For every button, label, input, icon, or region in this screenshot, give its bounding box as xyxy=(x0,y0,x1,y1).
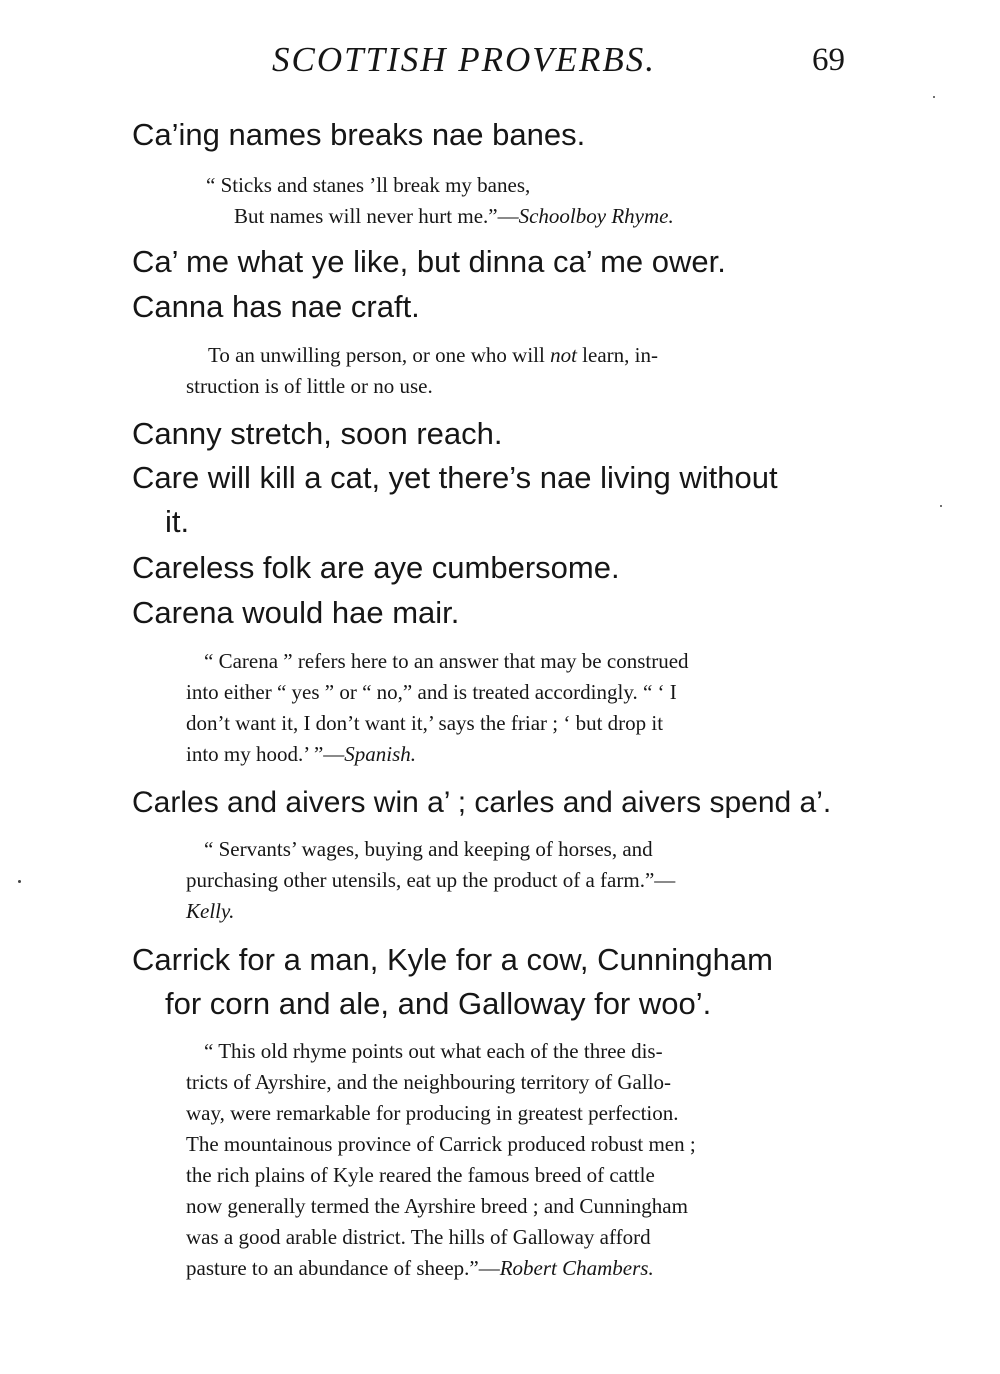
proverb-carena: Carena would hae mair. xyxy=(132,595,460,630)
note-line-text: But names will never hurt me.”— xyxy=(234,204,519,228)
running-title: SCOTTISH PROVERBS. xyxy=(272,40,657,79)
proverb-ca-me-what: Ca’ me what ye like, but dinna ca’ me ower. xyxy=(132,244,726,279)
note-line-text: pasture to an abundance of sheep.”— xyxy=(186,1256,500,1280)
proverb-line: Care will kill a cat, yet there’s nae living without xyxy=(132,460,778,495)
note-text-end: learn, in- xyxy=(576,343,658,367)
proverb-line-continued: it. xyxy=(165,504,190,539)
note-text-start: To an unwilling person, or one who will xyxy=(208,343,551,367)
note-line: don’t want it, I don’t want it,’ says the friar ; ‘ but drop it xyxy=(186,711,664,735)
note-canna-has xyxy=(186,340,858,402)
note-line: way, were remarkable for producing in greatest perfection. xyxy=(186,1101,679,1125)
scan-speck xyxy=(933,96,935,98)
note-line: tricts of Ayrshire, and the neighbouring territory of Gallo- xyxy=(186,1070,672,1094)
note-line: the rich plains of Kyle reared the famous breed of cattle xyxy=(186,1163,655,1187)
note-line: was a good arable district. The hills of Galloway afford xyxy=(186,1225,651,1249)
scan-speck xyxy=(18,880,21,883)
page-header xyxy=(0,40,1000,90)
note-line: “ Servants’ wages, buying and keeping of horses, and xyxy=(204,837,653,861)
proverb-carles-and-aivers: Carles and aivers win a’ ; carles and aivers spend a’. xyxy=(132,786,832,819)
note-line-with-source xyxy=(206,201,866,232)
note-line: “ This old rhyme points out what each of the three dis- xyxy=(204,1039,663,1063)
proverb-line: Carrick for a man, Kyle for a cow, Cunningham xyxy=(132,942,773,977)
note-line: The mountainous province of Carrick produced robust men ; xyxy=(186,1132,696,1156)
note-line: into either “ yes ” or “ no,” and is treated accordingly. “ ‘ I xyxy=(186,680,677,704)
note-carles-and-aivers xyxy=(186,834,858,927)
note-line: now generally termed the Ayrshire breed ; and Cunningham xyxy=(186,1194,688,1218)
note-line: purchasing other utensils, eat up the product of a farm.”— xyxy=(186,868,676,892)
proverb-carrick-for-a-man xyxy=(132,938,862,1026)
note-source: Robert Chambers. xyxy=(499,1256,654,1280)
note-source: Kelly. xyxy=(186,899,235,923)
note-line-with-source xyxy=(186,739,858,770)
proverb-line-continued: for corn and ale, and Galloway for woo’. xyxy=(165,986,712,1021)
note-italic-word: not xyxy=(550,343,577,367)
scan-speck xyxy=(940,505,942,507)
note-line-text: into my hood.’ ”— xyxy=(186,742,345,766)
note-carrick-for-a-man xyxy=(186,1036,858,1284)
note-caing-names xyxy=(206,170,866,232)
note-source: Spanish. xyxy=(344,742,417,766)
note-line: struction is of little or no use. xyxy=(186,374,433,398)
proverb-caing-names: Ca’ing names breaks nae banes. xyxy=(132,117,586,152)
note-line: “ Sticks and stanes ’ll break my banes, xyxy=(206,173,531,197)
note-carena xyxy=(186,646,858,770)
note-line: “ Carena ” refers here to an answer that may be construed xyxy=(204,649,689,673)
proverb-careless-folk: Careless folk are aye cumbersome. xyxy=(132,550,620,585)
proverb-care-will-kill xyxy=(132,456,862,544)
proverb-canny-stretch: Canny stretch, soon reach. xyxy=(132,416,503,451)
note-line xyxy=(186,340,858,371)
note-source: Schoolboy Rhyme. xyxy=(518,204,674,228)
proverb-canna-has: Canna has nae craft. xyxy=(132,289,420,324)
note-line-with-source xyxy=(186,1253,858,1284)
page-number: 69 xyxy=(812,42,845,78)
